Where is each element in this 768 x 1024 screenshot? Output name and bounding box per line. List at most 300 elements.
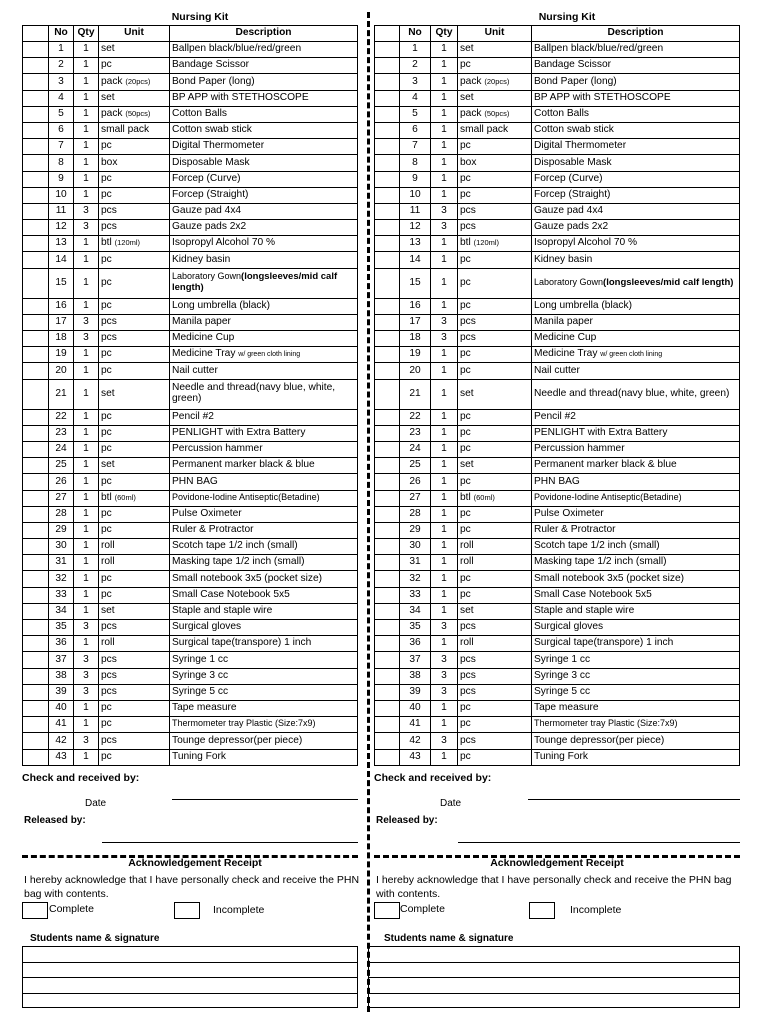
description-text: Ruler & Protractor (172, 524, 254, 536)
item-no: 17 (400, 314, 431, 330)
description-text: Cotton swab stick (172, 124, 252, 136)
item-no: 13 (49, 236, 74, 252)
table-row (23, 252, 358, 268)
item-description (532, 58, 740, 74)
item-qty: 1 (74, 636, 99, 652)
checkbox-cell[interactable] (23, 268, 49, 298)
table-row (23, 458, 358, 474)
item-qty: 1 (431, 155, 458, 171)
checkbox-cell[interactable] (375, 620, 400, 636)
kit-title: Nursing Kit (538, 11, 596, 23)
unit-text: pcs (460, 734, 476, 746)
table-row (375, 539, 740, 555)
item-unit (458, 700, 532, 716)
item-qty: 3 (74, 220, 99, 236)
description-text: Permanent marker black & blue (534, 459, 677, 471)
item-qty: 1 (431, 571, 458, 587)
description-text: Syringe 1 cc (534, 653, 591, 665)
checkbox-cell[interactable] (375, 363, 400, 379)
item-unit (458, 42, 532, 58)
table-row (23, 425, 358, 441)
table-row (23, 331, 358, 347)
table-row (375, 236, 740, 252)
students-signature-table (22, 946, 358, 1008)
released-by-label: Released by: (376, 815, 438, 826)
checkbox-cell[interactable] (375, 636, 400, 652)
signature-row[interactable] (369, 978, 739, 994)
table-row (375, 252, 740, 268)
item-unit (99, 700, 170, 716)
checkbox-cell[interactable] (375, 571, 400, 587)
unit-text: pcs (460, 685, 476, 697)
checkbox-cell[interactable] (375, 522, 400, 538)
checkbox-cell[interactable] (23, 155, 49, 171)
checkbox-cell[interactable] (375, 42, 400, 58)
unit-text: pcs (460, 669, 476, 681)
item-qty: 1 (431, 363, 458, 379)
item-no: 40 (49, 700, 74, 716)
item-unit (458, 74, 532, 90)
item-description (532, 636, 740, 652)
table-row (23, 268, 358, 298)
checkbox-cell[interactable] (23, 733, 49, 749)
item-qty: 1 (74, 236, 99, 252)
checkbox-cell[interactable] (375, 171, 400, 187)
item-qty: 1 (431, 490, 458, 506)
checkbox-cell[interactable] (23, 122, 49, 138)
item-unit (458, 522, 532, 538)
table-row (375, 122, 740, 138)
unit-text: pc (101, 348, 112, 360)
checkbox-cell[interactable] (375, 220, 400, 236)
item-unit (458, 58, 532, 74)
unit-text: set (460, 605, 474, 617)
item-description (532, 668, 740, 684)
checkbox-cell[interactable] (375, 139, 400, 155)
item-unit (458, 379, 532, 409)
checkbox-cell[interactable] (375, 425, 400, 441)
item-no: 37 (49, 652, 74, 668)
item-no: 38 (49, 668, 74, 684)
unit-text: pcs (460, 653, 476, 665)
item-no: 30 (400, 539, 431, 555)
incomplete-label: Incomplete (570, 904, 622, 916)
description-text: Gauze pad 4x4 (172, 205, 242, 217)
signature-row[interactable] (23, 978, 357, 994)
item-no: 33 (49, 587, 74, 603)
description-text: Disposable Mask (172, 156, 250, 168)
item-qty: 1 (431, 409, 458, 425)
table-row (375, 620, 740, 636)
checkbox-cell[interactable] (375, 652, 400, 668)
checkbox-cell[interactable] (23, 331, 49, 347)
checkbox-cell[interactable] (23, 474, 49, 490)
description-text: Manila paper (172, 316, 231, 328)
item-description (170, 331, 358, 347)
checkbox-cell[interactable] (375, 668, 400, 684)
unit-text: roll (101, 540, 115, 552)
checkbox-cell[interactable] (23, 187, 49, 203)
checkbox-cell[interactable] (375, 58, 400, 74)
item-unit (99, 522, 170, 538)
item-no: 7 (400, 139, 431, 155)
description-text: Isopropyl Alcohol 70 % (172, 237, 276, 249)
checkbox-cell[interactable] (375, 409, 400, 425)
item-qty: 3 (74, 733, 99, 749)
ack-text: I hereby acknowledge that I have personally check and receive the PHN bag with contents. (24, 874, 360, 900)
item-unit (458, 749, 532, 765)
item-unit (99, 220, 170, 236)
item-unit (458, 474, 532, 490)
unit-text: pc (460, 750, 471, 762)
checkbox-cell[interactable] (23, 106, 49, 122)
checkbox-cell[interactable] (23, 571, 49, 587)
item-qty: 1 (74, 155, 99, 171)
checkbox-cell[interactable] (375, 203, 400, 219)
unit-text: pc (460, 172, 471, 184)
checkbox-cell[interactable] (375, 717, 400, 733)
checkbox-cell[interactable] (375, 684, 400, 700)
description-text: PENLIGHT with Extra Battery (172, 426, 306, 438)
table-row (375, 555, 740, 571)
item-unit (99, 636, 170, 652)
table-row (375, 458, 740, 474)
received-signature-line[interactable] (528, 799, 740, 800)
item-description (532, 620, 740, 636)
item-description (170, 379, 358, 409)
checkbox-cell[interactable] (375, 458, 400, 474)
description-text: Staple and staple wire (534, 605, 635, 617)
table-row (375, 636, 740, 652)
item-unit (99, 490, 170, 506)
description-text: Thermometer tray Plastic (Size:7x9) (534, 718, 678, 729)
item-description (170, 441, 358, 457)
item-qty: 1 (431, 90, 458, 106)
item-description (532, 379, 740, 409)
checkbox-cell[interactable] (375, 379, 400, 409)
description-text: Surgical tape(transpore) 1 inch (172, 637, 312, 649)
item-unit (458, 555, 532, 571)
item-description (532, 652, 740, 668)
checkbox-cell[interactable] (23, 668, 49, 684)
item-unit (99, 474, 170, 490)
unit-text: set (101, 605, 115, 617)
checkbox-cell[interactable] (23, 522, 49, 538)
unit-text: pcs (101, 621, 117, 633)
complete-checkbox[interactable] (374, 902, 400, 919)
table-row (375, 717, 740, 733)
checkbox-cell[interactable] (23, 252, 49, 268)
unit-text: pc (101, 140, 112, 152)
unit-text: pc (101, 750, 112, 762)
blank-header (23, 26, 49, 42)
checkbox-cell[interactable] (23, 458, 49, 474)
description-text: Pulse Oximeter (534, 507, 604, 519)
unit-text: box (101, 156, 118, 168)
item-unit (458, 506, 532, 522)
item-no: 20 (400, 363, 431, 379)
complete-checkbox[interactable] (22, 902, 48, 919)
item-no: 25 (49, 458, 74, 474)
checkbox-cell[interactable] (23, 587, 49, 603)
checkbox-cell[interactable] (23, 363, 49, 379)
table-row (375, 474, 740, 490)
item-no: 36 (49, 636, 74, 652)
checkbox-cell[interactable] (23, 74, 49, 90)
item-unit (458, 620, 532, 636)
item-description (170, 539, 358, 555)
checkbox-cell[interactable] (23, 298, 49, 314)
item-unit (458, 668, 532, 684)
complete-label: Complete (49, 903, 94, 915)
checkbox-cell[interactable] (23, 171, 49, 187)
item-qty: 1 (74, 106, 99, 122)
checkbox-cell[interactable] (23, 139, 49, 155)
item-unit (458, 652, 532, 668)
checkbox-cell[interactable] (23, 555, 49, 571)
unit-text: pc (460, 475, 471, 487)
item-no: 27 (400, 490, 431, 506)
description-text: Nail cutter (172, 364, 218, 376)
checkbox-cell[interactable] (23, 314, 49, 330)
item-no: 43 (49, 749, 74, 765)
unit-text: pcs (101, 653, 117, 665)
checkbox-cell[interactable] (375, 106, 400, 122)
checkbox-cell[interactable] (375, 122, 400, 138)
item-qty: 1 (74, 700, 99, 716)
unit-text: pcs (101, 205, 117, 217)
checkbox-cell[interactable] (375, 733, 400, 749)
item-description (532, 236, 740, 252)
item-no: 43 (400, 749, 431, 765)
item-qty: 1 (74, 522, 99, 538)
table-row (23, 139, 358, 155)
table-row (23, 506, 358, 522)
item-no: 18 (49, 331, 74, 347)
checkbox-cell[interactable] (23, 717, 49, 733)
checkbox-cell[interactable] (375, 700, 400, 716)
item-no: 13 (400, 236, 431, 252)
date-label: Date (85, 798, 107, 809)
checkbox-cell[interactable] (23, 539, 49, 555)
item-qty: 1 (74, 749, 99, 765)
item-qty: 3 (74, 668, 99, 684)
item-unit (99, 733, 170, 749)
unit-text: pc (101, 718, 112, 730)
description-text: PHN BAG (534, 475, 580, 487)
item-description (170, 236, 358, 252)
checkbox-cell[interactable] (23, 203, 49, 219)
checkbox-cell[interactable] (23, 684, 49, 700)
item-qty: 3 (74, 314, 99, 330)
description-text: Kidney basin (534, 253, 593, 265)
checkbox-cell[interactable] (375, 187, 400, 203)
checkbox-cell[interactable] (375, 314, 400, 330)
unit-text: pc (460, 426, 471, 438)
item-no: 12 (400, 220, 431, 236)
item-description (532, 252, 740, 268)
item-description (532, 733, 740, 749)
item-unit (99, 620, 170, 636)
description-text: Masking tape 1/2 inch (small) (172, 556, 305, 568)
checkbox-cell[interactable] (375, 236, 400, 252)
item-qty: 1 (74, 252, 99, 268)
item-no: 35 (49, 620, 74, 636)
checkbox-cell[interactable] (375, 331, 400, 347)
checkbox-cell[interactable] (23, 90, 49, 106)
checkbox-cell[interactable] (23, 441, 49, 457)
checkbox-cell[interactable] (23, 220, 49, 236)
unit-text: pc (101, 507, 112, 519)
signature-row[interactable] (23, 963, 357, 979)
description-text: Small Case Notebook 5x5 (534, 588, 652, 600)
signature-row[interactable] (369, 947, 739, 963)
unit-note: (20pcs) (125, 76, 151, 86)
item-qty: 1 (431, 236, 458, 252)
item-description (170, 74, 358, 90)
table-row (375, 587, 740, 603)
checkbox-cell[interactable] (23, 409, 49, 425)
table-row (23, 636, 358, 652)
unit-text: set (460, 91, 474, 103)
table-row (23, 90, 358, 106)
table-row (375, 298, 740, 314)
header-row (23, 26, 358, 42)
checkbox-cell[interactable] (375, 347, 400, 363)
checkbox-cell[interactable] (375, 749, 400, 765)
checkbox-cell[interactable] (375, 155, 400, 171)
description-text: Syringe 3 cc (534, 669, 591, 681)
checkbox-cell[interactable] (375, 441, 400, 457)
checkbox-cell[interactable] (375, 506, 400, 522)
checkbox-cell[interactable] (375, 252, 400, 268)
checkbox-cell[interactable] (23, 603, 49, 619)
item-qty: 3 (74, 620, 99, 636)
checkbox-cell[interactable] (23, 652, 49, 668)
checkbox-cell[interactable] (23, 425, 49, 441)
unit-text: pc (101, 426, 112, 438)
item-no: 39 (400, 684, 431, 700)
item-no: 1 (49, 42, 74, 58)
table-row (23, 474, 358, 490)
checkbox-cell[interactable] (23, 490, 49, 506)
released-signature-line[interactable] (102, 842, 358, 843)
item-description (170, 314, 358, 330)
table-row (375, 700, 740, 716)
description-text: Bond Paper (long) (534, 75, 617, 87)
item-no: 15 (400, 268, 431, 298)
item-description (170, 106, 358, 122)
item-qty: 1 (74, 187, 99, 203)
table-row (23, 700, 358, 716)
item-unit (458, 220, 532, 236)
table-row (23, 620, 358, 636)
unit-text: pcs (460, 621, 476, 633)
checkbox-cell[interactable] (23, 58, 49, 74)
description-text: Long umbrella (black) (534, 299, 632, 311)
checkbox-cell[interactable] (23, 42, 49, 58)
checkbox-cell[interactable] (23, 620, 49, 636)
item-qty: 1 (431, 717, 458, 733)
unit-text: roll (460, 637, 474, 649)
item-qty: 3 (431, 314, 458, 330)
item-no: 38 (400, 668, 431, 684)
checkbox-cell[interactable] (375, 490, 400, 506)
unit-text: pc (101, 59, 112, 71)
item-description (532, 347, 740, 363)
unit-text: small pack (460, 124, 509, 136)
checkbox-cell[interactable] (375, 539, 400, 555)
checkbox-cell[interactable] (23, 749, 49, 765)
signature-row[interactable] (369, 963, 739, 979)
item-no: 30 (49, 539, 74, 555)
checkbox-cell[interactable] (375, 298, 400, 314)
check-received-label: Check and received by: (22, 771, 140, 784)
item-qty: 1 (74, 171, 99, 187)
item-qty: 3 (431, 203, 458, 219)
item-no: 18 (400, 331, 431, 347)
signature-row[interactable] (369, 994, 739, 1010)
table-row (375, 74, 740, 90)
unit-text: pc (460, 718, 471, 730)
checkbox-cell[interactable] (375, 74, 400, 90)
description-text: Syringe 3 cc (172, 669, 229, 681)
incomplete-checkbox[interactable] (174, 902, 200, 919)
item-unit (458, 490, 532, 506)
item-unit (458, 458, 532, 474)
description-text: Medicine Cup (534, 332, 597, 344)
received-signature-line[interactable] (172, 799, 358, 800)
item-description (170, 363, 358, 379)
unit-text: pack (460, 75, 482, 87)
table-row (23, 155, 358, 171)
description-text: Needle and thread(navy blue, white, green) (172, 382, 336, 405)
incomplete-checkbox[interactable] (529, 902, 555, 919)
item-unit (99, 314, 170, 330)
signature-row[interactable] (23, 994, 357, 1010)
released-signature-line[interactable] (458, 842, 740, 843)
table-row (23, 555, 358, 571)
unit-text: set (101, 91, 115, 103)
checkbox-cell[interactable] (375, 603, 400, 619)
checkbox-cell[interactable] (375, 474, 400, 490)
signature-row[interactable] (23, 947, 357, 963)
item-qty: 1 (431, 139, 458, 155)
checkbox-cell[interactable] (23, 636, 49, 652)
item-qty: 3 (74, 684, 99, 700)
item-qty: 3 (431, 652, 458, 668)
description-text: Cotton swab stick (534, 124, 614, 136)
unit-note: (60ml) (473, 492, 495, 502)
checkbox-cell[interactable] (23, 347, 49, 363)
description-text: Ballpen black/blue/red/green (534, 43, 664, 55)
checkbox-cell[interactable] (375, 268, 400, 298)
unit-text: pc (460, 507, 471, 519)
unit-text: pcs (101, 734, 117, 746)
description-text: Laboratory Gown (534, 276, 604, 287)
table-row (23, 733, 358, 749)
checkbox-cell[interactable] (23, 506, 49, 522)
table-row (23, 58, 358, 74)
description-text: Scotch tape 1/2 inch (small) (534, 540, 660, 552)
checkbox-cell[interactable] (23, 379, 49, 409)
checkbox-cell[interactable] (23, 236, 49, 252)
checkbox-cell[interactable] (375, 90, 400, 106)
item-unit (458, 539, 532, 555)
checkbox-cell[interactable] (23, 700, 49, 716)
checkbox-cell[interactable] (375, 555, 400, 571)
checkbox-cell[interactable] (375, 587, 400, 603)
